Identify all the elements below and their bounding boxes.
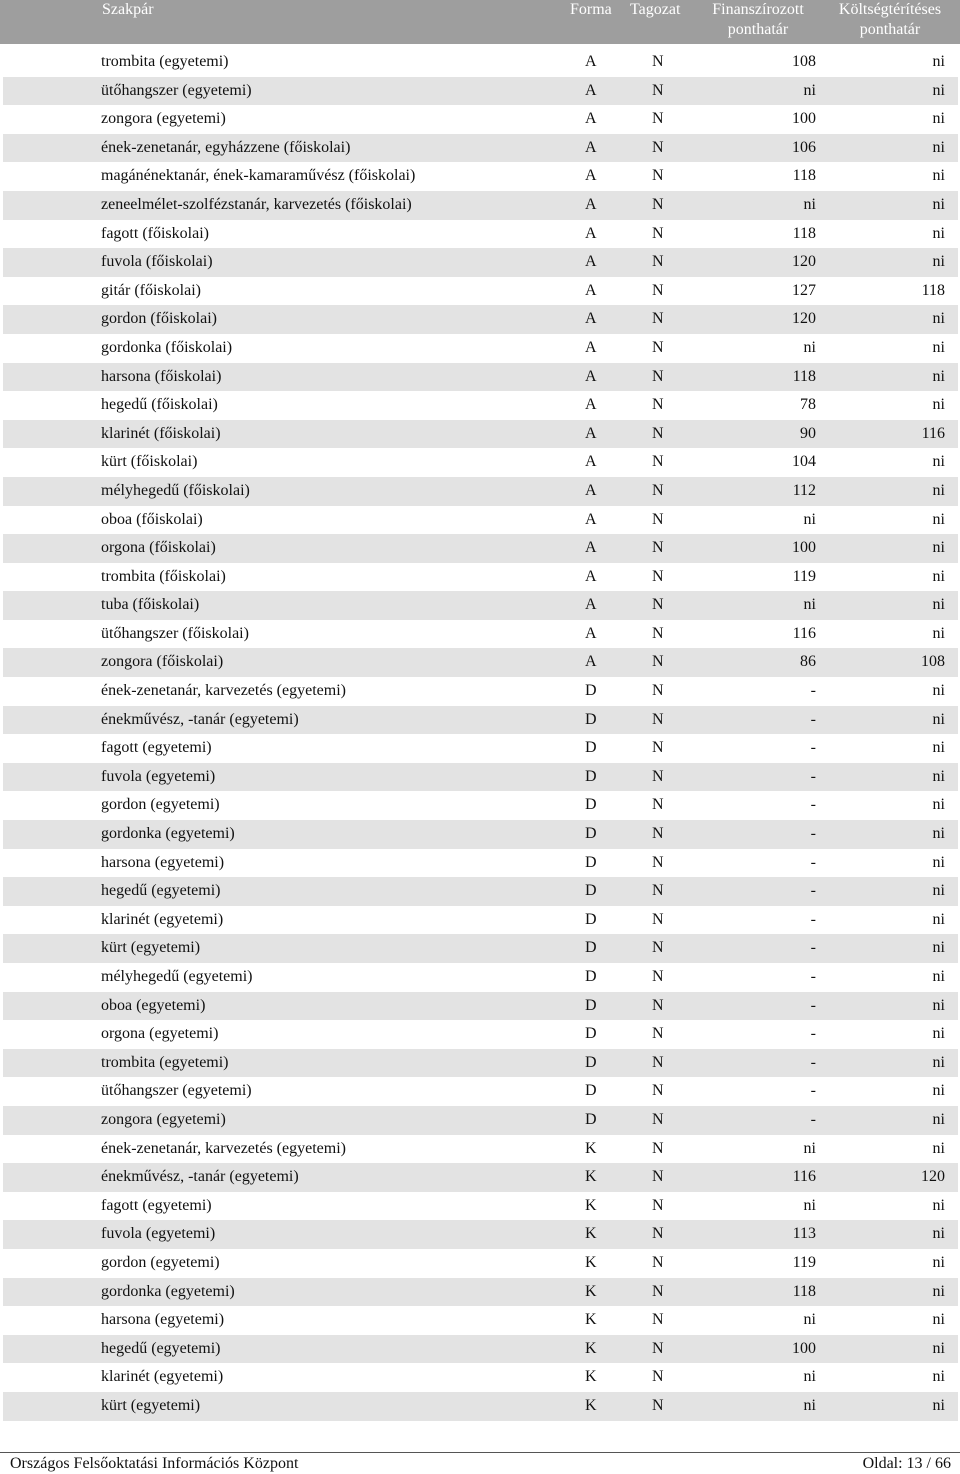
forma-cell: A — [585, 510, 597, 528]
koltsegterites-cell: ni — [932, 1225, 945, 1243]
szakpar-cell: trombita (egyetemi) — [101, 1053, 229, 1071]
tagozat-cell: N — [652, 281, 664, 299]
koltsegterites-cell: ni — [932, 453, 945, 471]
table-row — [3, 591, 958, 620]
table-row — [3, 1363, 958, 1392]
tagozat-cell: N — [652, 510, 664, 528]
koltsegterites-cell: ni — [932, 853, 945, 871]
koltsegterites-cell: ni — [932, 1368, 945, 1386]
tagozat-cell: N — [652, 682, 664, 700]
tagozat-cell: N — [652, 968, 664, 985]
table-row — [3, 477, 958, 506]
forma-cell: D — [585, 710, 597, 728]
forma-cell: A — [585, 624, 597, 642]
forma-cell: A — [585, 53, 597, 70]
szakpar-cell: ütőhangszer (egyetemi) — [101, 81, 252, 99]
forma-cell: A — [585, 138, 597, 156]
szakpar-cell: fuvola (egyetemi) — [101, 1225, 216, 1243]
szakpar-cell: énekművész, -tanár (egyetemi) — [101, 1168, 299, 1186]
forma-cell: A — [585, 453, 597, 471]
finanszirozott-cell: 100 — [792, 110, 816, 128]
koltsegterites-cell: ni — [932, 224, 945, 242]
koltsegterites-cell: ni — [932, 396, 945, 414]
table-row — [3, 877, 958, 906]
tagozat-cell: N — [652, 481, 664, 499]
finanszirozott-cell: 106 — [792, 138, 816, 156]
forma-cell: K — [585, 1368, 597, 1386]
table-row — [3, 448, 958, 477]
forma-cell: K — [585, 1282, 597, 1300]
szakpar-cell: harsona (főiskolai) — [101, 367, 222, 385]
table-row — [3, 791, 958, 820]
finanszirozott-cell: ni — [803, 338, 816, 356]
table-row — [3, 849, 958, 878]
koltsegterites-cell: ni — [932, 882, 945, 900]
koltsegterites-cell: ni — [932, 1196, 945, 1214]
koltsegterites-cell: 108 — [921, 653, 945, 671]
table-row — [3, 1249, 958, 1278]
forma-cell: A — [585, 367, 597, 385]
koltsegterites-cell: ni — [932, 338, 945, 356]
finanszirozott-cell: 116 — [792, 624, 816, 642]
szakpar-cell: zongora (főiskolai) — [101, 653, 224, 671]
szakpar-cell: magánénektanár, ének-kamaraművész (főiskolai) — [101, 167, 416, 185]
szakpar-cell: hegedű (egyetemi) — [101, 882, 221, 900]
forma-cell: D — [585, 796, 597, 814]
tagozat-cell: N — [652, 910, 664, 928]
table-row — [3, 620, 958, 649]
szakpar-cell: gordonka (egyetemi) — [101, 825, 235, 843]
szakpar-cell: ütőhangszer (egyetemi) — [101, 1082, 252, 1100]
table-row — [3, 648, 958, 677]
forma-cell: K — [585, 1196, 597, 1214]
koltsegterites-cell: ni — [932, 767, 945, 785]
finanszirozott-cell: 119 — [792, 1253, 816, 1271]
forma-cell: A — [585, 224, 597, 242]
table-row — [3, 277, 958, 306]
szakpar-cell: harsona (egyetemi) — [101, 853, 225, 871]
table-row — [3, 391, 958, 420]
table-row — [3, 305, 958, 334]
tagozat-cell: N — [652, 367, 664, 385]
forma-cell: A — [585, 310, 597, 328]
finanszirozott-cell: - — [810, 1110, 816, 1128]
table-row — [3, 105, 958, 134]
forma-cell: D — [585, 682, 597, 700]
table-row — [3, 506, 958, 535]
szakpar-cell: gordonka (egyetemi) — [101, 1282, 235, 1300]
koltsegterites-cell: ni — [932, 910, 945, 928]
table-row — [3, 1335, 958, 1364]
finanszirozott-cell: - — [810, 996, 816, 1014]
koltsegterites-cell: ni — [932, 138, 945, 156]
table-row — [3, 820, 958, 849]
table-row — [3, 134, 958, 163]
koltsegterites-cell: ni — [932, 996, 945, 1014]
finanszirozott-cell: - — [810, 882, 816, 900]
koltsegterites-cell: ni — [932, 1339, 945, 1357]
tagozat-cell: N — [652, 396, 664, 414]
szakpar-cell: énekművész, -tanár (egyetemi) — [101, 710, 299, 728]
finanszirozott-cell: 113 — [792, 1225, 816, 1243]
table-row — [3, 1077, 958, 1106]
forma-cell: D — [585, 1110, 597, 1128]
finanszirozott-cell: 118 — [792, 167, 816, 185]
finanszirozott-cell: - — [810, 825, 816, 843]
koltsegterites-cell: ni — [932, 53, 945, 70]
koltsegterites-cell: ni — [932, 825, 945, 843]
finanszirozott-cell: ni — [803, 596, 816, 614]
koltsegterites-cell: ni — [932, 1311, 945, 1329]
koltsegterites-cell: ni — [932, 1282, 945, 1300]
forma-cell: K — [585, 1253, 597, 1271]
tagozat-cell: N — [652, 81, 664, 99]
szakpar-cell: ütőhangszer (főiskolai) — [101, 624, 249, 642]
finanszirozott-cell: - — [810, 853, 816, 871]
koltsegterites-cell: ni — [932, 110, 945, 128]
szakpar-cell: harsona (egyetemi) — [101, 1311, 225, 1329]
finanszirozott-cell: 118 — [792, 1282, 816, 1300]
szakpar-cell: oboa (egyetemi) — [101, 996, 206, 1014]
koltsegterites-cell: ni — [932, 567, 945, 585]
tagozat-cell: N — [652, 1368, 664, 1386]
finanszirozott-cell: - — [810, 968, 816, 985]
koltsegterites-cell: ni — [932, 682, 945, 700]
table-row — [3, 363, 958, 392]
table-row — [3, 906, 958, 935]
szakpar-cell: mélyhegedű (főiskolai) — [101, 481, 250, 499]
szakpar-cell: gordonka (főiskolai) — [101, 338, 233, 356]
finanszirozott-cell: 112 — [792, 481, 816, 499]
table-row — [3, 1306, 958, 1335]
finanszirozott-cell: 100 — [792, 539, 816, 557]
tagozat-cell: N — [652, 1110, 664, 1128]
tagozat-cell: N — [652, 1311, 664, 1329]
finanszirozott-cell: ni — [803, 1311, 816, 1329]
tagozat-cell: N — [652, 1339, 664, 1357]
tagozat-cell: N — [652, 1282, 664, 1300]
szakpar-cell: fagott (egyetemi) — [101, 1196, 212, 1214]
finanszirozott-cell: 116 — [792, 1168, 816, 1186]
forma-cell: D — [585, 1025, 597, 1043]
tagozat-cell: N — [652, 796, 664, 814]
tagozat-cell: N — [652, 253, 664, 271]
tagozat-cell: N — [652, 1082, 664, 1100]
table-row — [3, 48, 958, 77]
forma-cell: D — [585, 996, 597, 1014]
tagozat-cell: N — [652, 424, 664, 442]
koltsegterites-cell: ni — [932, 367, 945, 385]
finanszirozott-cell: ni — [803, 195, 816, 213]
szakpar-cell: hegedű (főiskolai) — [101, 396, 218, 414]
forma-cell: A — [585, 338, 597, 356]
forma-cell: D — [585, 968, 597, 985]
tagozat-cell: N — [652, 53, 664, 70]
column-header-szakpar: Szakpár — [102, 1, 154, 18]
finanszirozott-cell: 127 — [792, 281, 816, 299]
forma-cell: D — [585, 1082, 597, 1100]
koltsegterites-cell: 116 — [921, 424, 945, 442]
koltsegterites-cell: 120 — [921, 1168, 945, 1186]
koltsegterites-cell: ni — [932, 710, 945, 728]
forma-cell: A — [585, 253, 597, 271]
koltsegterites-cell: 118 — [921, 281, 945, 299]
tagozat-cell: N — [652, 138, 664, 156]
tagozat-cell: N — [652, 624, 664, 642]
forma-cell: A — [585, 167, 597, 185]
finanszirozott-cell: 100 — [792, 1339, 816, 1357]
forma-cell: A — [585, 195, 597, 213]
szakpar-cell: fuvola (egyetemi) — [101, 767, 216, 785]
finanszirozott-cell: - — [810, 710, 816, 728]
tagozat-cell: N — [652, 453, 664, 471]
szakpar-cell: gordon (főiskolai) — [101, 310, 217, 328]
koltsegterites-cell: ni — [932, 968, 945, 985]
page-footer — [0, 1452, 960, 1474]
koltsegterites-cell: ni — [932, 195, 945, 213]
table-row — [3, 992, 958, 1021]
finanszirozott-cell: 119 — [792, 567, 816, 585]
forma-cell: A — [585, 110, 597, 128]
finanszirozott-cell: ni — [803, 510, 816, 528]
forma-cell: K — [585, 1339, 597, 1357]
koltsegterites-cell: ni — [932, 1253, 945, 1271]
tagozat-cell: N — [652, 338, 664, 356]
tagozat-cell: N — [652, 167, 664, 185]
koltsegterites-cell: ni — [932, 1110, 945, 1128]
koltsegterites-cell: ni — [932, 310, 945, 328]
szakpar-cell: trombita (főiskolai) — [101, 567, 226, 585]
szakpar-cell: trombita (egyetemi) — [101, 53, 229, 70]
table-row — [3, 1163, 958, 1192]
szakpar-cell: fuvola (főiskolai) — [101, 253, 213, 271]
koltsegterites-cell: ni — [932, 624, 945, 642]
column-header-finanszirozott: Finanszírozott ponthatár — [712, 1, 804, 38]
szakpar-cell: ének-zenetanár, karvezetés (egyetemi) — [101, 682, 346, 700]
tagozat-cell: N — [652, 739, 664, 757]
szakpar-cell: tuba (főiskolai) — [101, 596, 200, 614]
finanszirozott-cell: - — [810, 796, 816, 814]
forma-cell: D — [585, 825, 597, 843]
forma-cell: A — [585, 281, 597, 299]
forma-cell: A — [585, 567, 597, 585]
table-row — [3, 248, 958, 277]
table-row — [3, 1192, 958, 1221]
forma-cell: D — [585, 910, 597, 928]
tagozat-cell: N — [652, 596, 664, 614]
finanszirozott-cell: ni — [803, 1368, 816, 1386]
finanszirozott-cell: 120 — [792, 253, 816, 271]
tagozat-cell: N — [652, 882, 664, 900]
forma-cell: K — [585, 1225, 597, 1243]
szakpar-cell: orgona (egyetemi) — [101, 1025, 219, 1043]
forma-cell: K — [585, 1139, 597, 1157]
tagozat-cell: N — [652, 653, 664, 671]
finanszirozott-cell: - — [810, 939, 816, 957]
tagozat-cell: N — [652, 1396, 664, 1414]
table-row — [3, 934, 958, 963]
table-row — [3, 706, 958, 735]
table-row — [3, 420, 958, 449]
forma-cell: D — [585, 1053, 597, 1071]
koltsegterites-cell: ni — [932, 539, 945, 557]
szakpar-cell: klarinét (egyetemi) — [101, 910, 224, 928]
page-number: Oldal: 13 / 66 — [862, 1455, 951, 1472]
tagozat-cell: N — [652, 825, 664, 843]
tagozat-cell: N — [652, 110, 664, 128]
table-row — [3, 1278, 958, 1307]
szakpar-cell: fagott (egyetemi) — [101, 739, 212, 757]
forma-cell: K — [585, 1396, 597, 1414]
finanszirozott-cell: 118 — [792, 367, 816, 385]
szakpar-cell: ének-zenetanár, karvezetés (egyetemi) — [101, 1139, 346, 1157]
szakpar-cell: kürt (egyetemi) — [101, 1396, 201, 1414]
tagozat-cell: N — [652, 996, 664, 1014]
szakpar-cell: ének-zenetanár, egyházzene (főiskolai) — [101, 138, 351, 156]
finanszirozott-cell: 86 — [800, 653, 816, 671]
finanszirozott-cell: 78 — [800, 396, 816, 414]
table-header — [0, 0, 960, 44]
forma-cell: D — [585, 767, 597, 785]
table-row — [3, 334, 958, 363]
koltsegterites-cell: ni — [932, 596, 945, 614]
footer-organization: Országos Felsőoktatási Információs Központ — [10, 1455, 299, 1472]
table-row — [3, 563, 958, 592]
koltsegterites-cell: ni — [932, 1025, 945, 1043]
szakpar-cell: gordon (egyetemi) — [101, 1253, 220, 1271]
forma-cell: D — [585, 853, 597, 871]
koltsegterites-cell: ni — [932, 167, 945, 185]
koltsegterites-cell: ni — [932, 1082, 945, 1100]
tagozat-cell: N — [652, 224, 664, 242]
koltsegterites-cell: ni — [932, 1053, 945, 1071]
table-row — [3, 220, 958, 249]
finanszirozott-cell: ni — [803, 1139, 816, 1157]
koltsegterites-cell: ni — [932, 510, 945, 528]
szakpar-cell: gitár (főiskolai) — [101, 281, 201, 299]
table-body — [3, 48, 958, 1421]
szakpar-cell: orgona (főiskolai) — [101, 539, 216, 557]
table-row — [3, 77, 958, 106]
tagozat-cell: N — [652, 1139, 664, 1157]
table-row — [3, 1220, 958, 1249]
forma-cell: A — [585, 596, 597, 614]
forma-cell: D — [585, 939, 597, 957]
tagozat-cell: N — [652, 567, 664, 585]
finanszirozott-cell: 108 — [792, 53, 816, 70]
koltsegterites-cell: ni — [932, 1396, 945, 1414]
column-header-koltsegterites: Költségtérítéses ponthatár — [838, 1, 942, 38]
table-row — [3, 534, 958, 563]
tagozat-cell: N — [652, 710, 664, 728]
szakpar-cell: klarinét (egyetemi) — [101, 1368, 224, 1386]
table-row — [3, 763, 958, 792]
finanszirozott-cell: 104 — [792, 453, 816, 471]
finanszirozott-cell: 118 — [792, 224, 816, 242]
table-row — [3, 734, 958, 763]
szakpar-cell: zeneelmélet-szolfézstanár, karvezetés (főiskolai) — [101, 195, 412, 213]
table-row — [3, 162, 958, 191]
table-row — [3, 1049, 958, 1078]
tagozat-cell: N — [652, 1253, 664, 1271]
forma-cell: K — [585, 1168, 597, 1186]
forma-cell: K — [585, 1311, 597, 1329]
tagozat-cell: N — [652, 539, 664, 557]
szakpar-cell: mélyhegedű (egyetemi) — [101, 968, 253, 985]
szakpar-cell: klarinét (főiskolai) — [101, 424, 221, 442]
koltsegterites-cell: ni — [932, 739, 945, 757]
koltsegterites-cell: ni — [932, 1139, 945, 1157]
finanszirozott-cell: - — [810, 739, 816, 757]
szakpar-cell: fagott (főiskolai) — [101, 224, 209, 242]
table-row — [3, 963, 958, 992]
koltsegterites-cell: ni — [932, 253, 945, 271]
column-header-tagozat: Tagozat — [630, 1, 681, 18]
szakpar-cell: oboa (főiskolai) — [101, 510, 203, 528]
koltsegterites-cell: ni — [932, 81, 945, 99]
tagozat-cell: N — [652, 310, 664, 328]
forma-cell: A — [585, 81, 597, 99]
forma-cell: A — [585, 396, 597, 414]
forma-cell: A — [585, 424, 597, 442]
finanszirozott-cell: - — [810, 1082, 816, 1100]
koltsegterites-cell: ni — [932, 481, 945, 499]
table-row — [3, 1135, 958, 1164]
table-row — [3, 191, 958, 220]
tagozat-cell: N — [652, 1025, 664, 1043]
finanszirozott-cell: - — [810, 767, 816, 785]
tagozat-cell: N — [652, 1225, 664, 1243]
tagozat-cell: N — [652, 195, 664, 213]
koltsegterites-cell: ni — [932, 939, 945, 957]
tagozat-cell: N — [652, 1053, 664, 1071]
tagozat-cell: N — [652, 939, 664, 957]
table-row — [3, 1392, 958, 1421]
tagozat-cell: N — [652, 853, 664, 871]
finanszirozott-cell: - — [810, 910, 816, 928]
szakpar-cell: zongora (egyetemi) — [101, 110, 226, 128]
forma-cell: A — [585, 481, 597, 499]
finanszirozott-cell: - — [810, 682, 816, 700]
table-row — [3, 1020, 958, 1049]
finanszirozott-cell: 90 — [800, 424, 816, 442]
tagozat-cell: N — [652, 1168, 664, 1186]
table-row — [3, 677, 958, 706]
szakpar-cell: kürt (főiskolai) — [101, 453, 198, 471]
koltsegterites-cell: ni — [932, 796, 945, 814]
finanszirozott-cell: 120 — [792, 310, 816, 328]
szakpar-cell: hegedű (egyetemi) — [101, 1339, 221, 1357]
forma-cell: D — [585, 882, 597, 900]
finanszirozott-cell: ni — [803, 1396, 816, 1414]
finanszirozott-cell: ni — [803, 1196, 816, 1214]
szakpar-cell: zongora (egyetemi) — [101, 1110, 226, 1128]
table-row — [3, 1106, 958, 1135]
finanszirozott-cell: - — [810, 1025, 816, 1043]
szakpar-cell: gordon (egyetemi) — [101, 796, 220, 814]
finanszirozott-cell: - — [810, 1053, 816, 1071]
forma-cell: A — [585, 653, 597, 671]
tagozat-cell: N — [652, 1196, 664, 1214]
column-header-forma: Forma — [570, 1, 612, 18]
forma-cell: D — [585, 739, 597, 757]
forma-cell: A — [585, 539, 597, 557]
tagozat-cell: N — [652, 767, 664, 785]
szakpar-cell: kürt (egyetemi) — [101, 939, 201, 957]
finanszirozott-cell: ni — [803, 81, 816, 99]
